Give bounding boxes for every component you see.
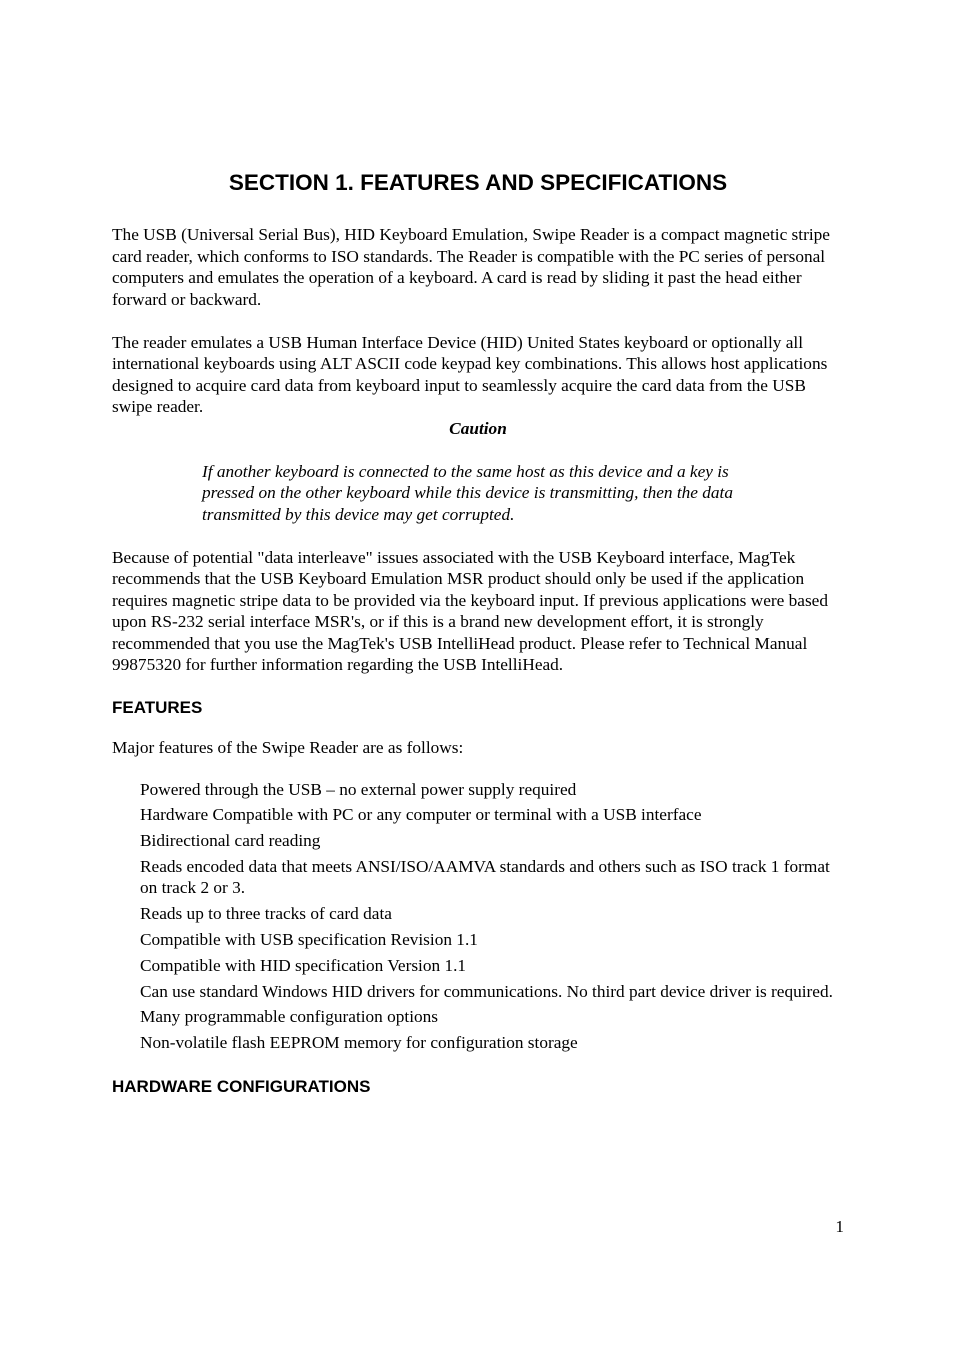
features-heading: FEATURES <box>112 698 203 717</box>
feature-item: Reads up to three tracks of card data <box>140 904 392 924</box>
feature-item: Can use standard Windows HID drivers for communications. No third part device driver is required. <box>140 981 833 1001</box>
page-number: 1 <box>835 1217 844 1236</box>
features-list <box>112 779 844 1054</box>
feature-item: Non-volatile flash EEPROM memory for configuration storage <box>140 1033 578 1053</box>
feature-item: Many programmable configuration options <box>140 1007 439 1027</box>
interleave-paragraph: Because of potential "data interleave" issues associated with the USB Keyboard interface, MagTek recommends that the USB Keyboard Emulation MSR product should only be used if the application requires magnetic stripe data to be provided via the keyboard input. If previous applications were based upon RS-232 serial interface MSR's, or if this is a brand new development effort, it is strongly recommended that you use the MagTek's USB IntelliHead product. Please refer to Technical Manual 99875320 for further information regarding the USB IntelliHead. <box>112 547 828 674</box>
caution-text: If another keyboard is connected to the same host as this device and a key is pressed on the other keyboard while this device is transmitting, then the data transmitted by this device may get corrupted. <box>202 461 733 524</box>
feature-item: Bidirectional card reading <box>140 831 321 851</box>
feature-item: Compatible with USB specification Revision 1.1 <box>140 929 478 949</box>
hardware-configurations-heading: HARDWARE CONFIGURATIONS <box>112 1076 371 1096</box>
intro-paragraph-1: The USB (Universal Serial Bus), HID Keyboard Emulation, Swipe Reader is a compact magnetic stripe card reader, which conforms to ISO standards. The Reader is compatible with the PC series of personal computers and emulates the operation of a keyboard. A card is read by sliding it past the head either forward or backward. <box>112 225 830 309</box>
feature-item: Powered through the USB – no external power supply required <box>140 779 577 799</box>
section-title: SECTION 1. FEATURES AND SPECIFICATIONS <box>228 170 728 195</box>
feature-item: Reads encoded data that meets ANSI/ISO/AAMVA standards and others such as ISO track 1 format on track 2 or 3. <box>140 856 830 898</box>
intro-paragraph-2: The reader emulates a USB Human Interface Device (HID) United States keyboard or optionally all international keyboards using ALT ASCII code keypad key combinations. This allows host applications designed to acquire card data from keyboard input to seamlessly acquire the card data from the USB swipe reader. <box>112 332 828 416</box>
features-intro: Major features of the Swipe Reader are as follows: <box>112 738 464 757</box>
document-page <box>112 166 844 1116</box>
caution-heading: Caution <box>449 418 507 438</box>
feature-item: Compatible with HID specification Version 1.1 <box>140 955 467 975</box>
feature-item: Hardware Compatible with PC or any computer or terminal with a USB interface <box>140 805 702 825</box>
